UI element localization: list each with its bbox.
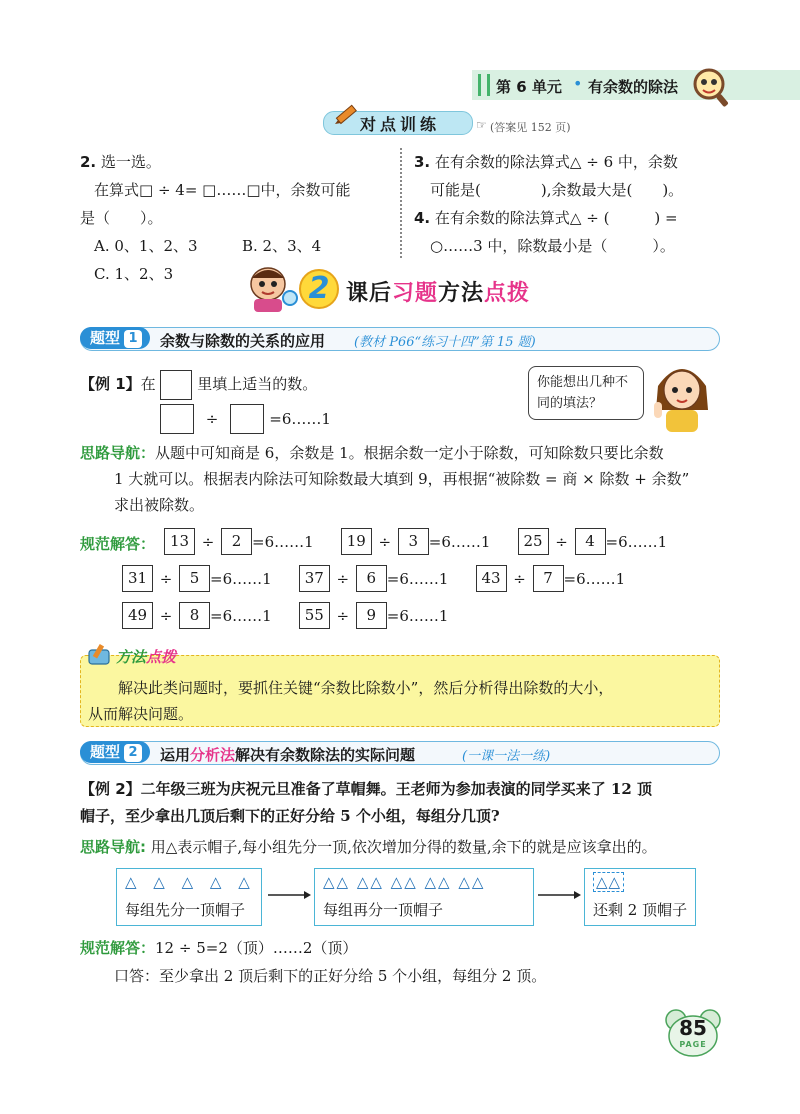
option-c[interactable]: C. 1、2、3 (94, 265, 174, 283)
tip-text: 解决此类问题时，要抓住关键“余数比除数小”，然后分析得出除数的大小， 从而解决问题。 (88, 679, 614, 723)
type1-source: (教材 P66“练习十四”第 15 题) (354, 335, 536, 350)
answer-item: 43 ÷ 7 =6……1 (476, 568, 626, 587)
magnifier-mascot-icon (690, 66, 732, 108)
question-2: 2. 选一选。 在算式□ ÷ 4= □……□中，余数可能 是（ ）。 A. 0、1、2、3 B. 2、3、4 C. 1、2、3 (80, 153, 351, 283)
hat-triangles: △△ △△ △△ △△ △△ (323, 873, 486, 891)
blank-box-sample (160, 370, 192, 400)
section-number: 2 (308, 271, 330, 306)
flow-box-3: △△ 还剩 2 顶帽子 (584, 868, 696, 926)
answer-reference: (答案见 152 页) (490, 121, 571, 134)
header-bullet: • (573, 74, 583, 93)
page-badge (664, 1008, 722, 1058)
hand-pointer-icon: ☞ (476, 118, 487, 132)
example-1: 【例 1】在 里填上适当的数。 (80, 370, 317, 400)
tip-icon (86, 642, 114, 668)
example-1-equation: ÷ =6……1 (160, 404, 331, 434)
page-word: PAGE (679, 1040, 707, 1049)
speech-bubble: 你能想出几种不同的填法？ (528, 366, 644, 420)
answer-item: 31 ÷ 5 =6……1 (122, 568, 272, 587)
example-2-idea: 思路导航: 用△表示帽子,每小组先分一顶,依次增加分得的数量,余下的就是应该拿出的。 (80, 838, 657, 856)
training-title: 对点训练 (360, 115, 441, 134)
type2-tag: 题型 2 (80, 741, 150, 763)
header-unit: 第 6 单元 (496, 78, 562, 96)
answer-item: 25 ÷ 4 =6……1 (518, 531, 668, 550)
type1-tag: 题型 1 (80, 327, 150, 349)
option-b[interactable]: B. 2、3、4 (242, 237, 322, 255)
header-topic: 有余数的除法 (588, 78, 679, 96)
section-number-badge (298, 268, 340, 310)
answer-item: 37 ÷ 6 =6……1 (299, 568, 449, 587)
example-1-answer-label: 规范解答： (80, 535, 156, 553)
option-a[interactable]: A. 0、1、2、3 (94, 237, 198, 255)
question-3: 3. 在有余数的除法算式△ ÷ 6 中，余数 可能是( ),余数最大是( )。 (414, 153, 684, 199)
example-2: 【例 2】二年级三班为庆祝元旦准备了草帽舞。王老师为参加表演的同学买来了 12 顶 帽子，至少拿出几顶后剩下的正好分给 5 个小组，每组分几顶? (80, 780, 652, 825)
pencil-icon (330, 100, 360, 130)
tip-title: 方法点拨 (116, 648, 177, 666)
divisor-blank[interactable] (230, 404, 264, 434)
arrow-right-icon (266, 886, 312, 898)
answer-item: 49 ÷ 8 =6……1 (122, 605, 272, 624)
dividend-blank[interactable] (160, 404, 194, 434)
type2-source: (一课一法一练) (462, 749, 551, 764)
section-title: 课后习题方法点拨 (346, 281, 531, 306)
flow-box-2: △△ △△ △△ △△ △△ 每组再分一顶帽子 (314, 868, 534, 926)
header-band-stripes (478, 74, 490, 96)
page-number: 85 (679, 1016, 707, 1040)
answer-row-3 (122, 602, 448, 629)
hat-triangles: △ △ △ △ △ (125, 873, 256, 891)
answer-item: 19 ÷ 3 =6……1 (341, 531, 491, 550)
question-4: 4. 在有余数的除法算式△ ÷ ( ) = ○……3 中，除数最小是（ ）。 (414, 209, 678, 255)
flow-box-1: △ △ △ △ △ 每组先分一顶帽子 (116, 868, 262, 926)
answer-row-2 (122, 565, 625, 592)
girl-mascot-icon (646, 356, 718, 434)
answer-row-1 (164, 528, 667, 555)
example-1-idea: 思路导航：从题中可知商是 6，余数是 1。根据余数一定小于除数，可知除数只要比余数 1 大就可以。根据表内除法可知除数最大填到 9，再根据“被除数 = 商 × 除数 + 余数” 求出被除数。 (80, 444, 690, 514)
answer-item: 13 ÷ 2 =6……1 (164, 531, 314, 550)
example-2-answer: 规范解答：12 ÷ 5=2（顶）……2（顶） 口答：至少拿出 2 顶后剩下的正好分给 5 个小组，每组分 2 顶。 (80, 939, 547, 985)
hat-triangles: △△ (593, 872, 624, 892)
type1-title: 余数与除数的关系的应用 (160, 332, 326, 350)
boy-mascot-icon (240, 262, 302, 314)
answer-item: 55 ÷ 9 =6……1 (299, 605, 449, 624)
type2-title: 运用分析法解决有余数除法的实际问题 (160, 746, 416, 764)
column-divider (400, 148, 402, 258)
arrow-right-icon (536, 886, 582, 898)
